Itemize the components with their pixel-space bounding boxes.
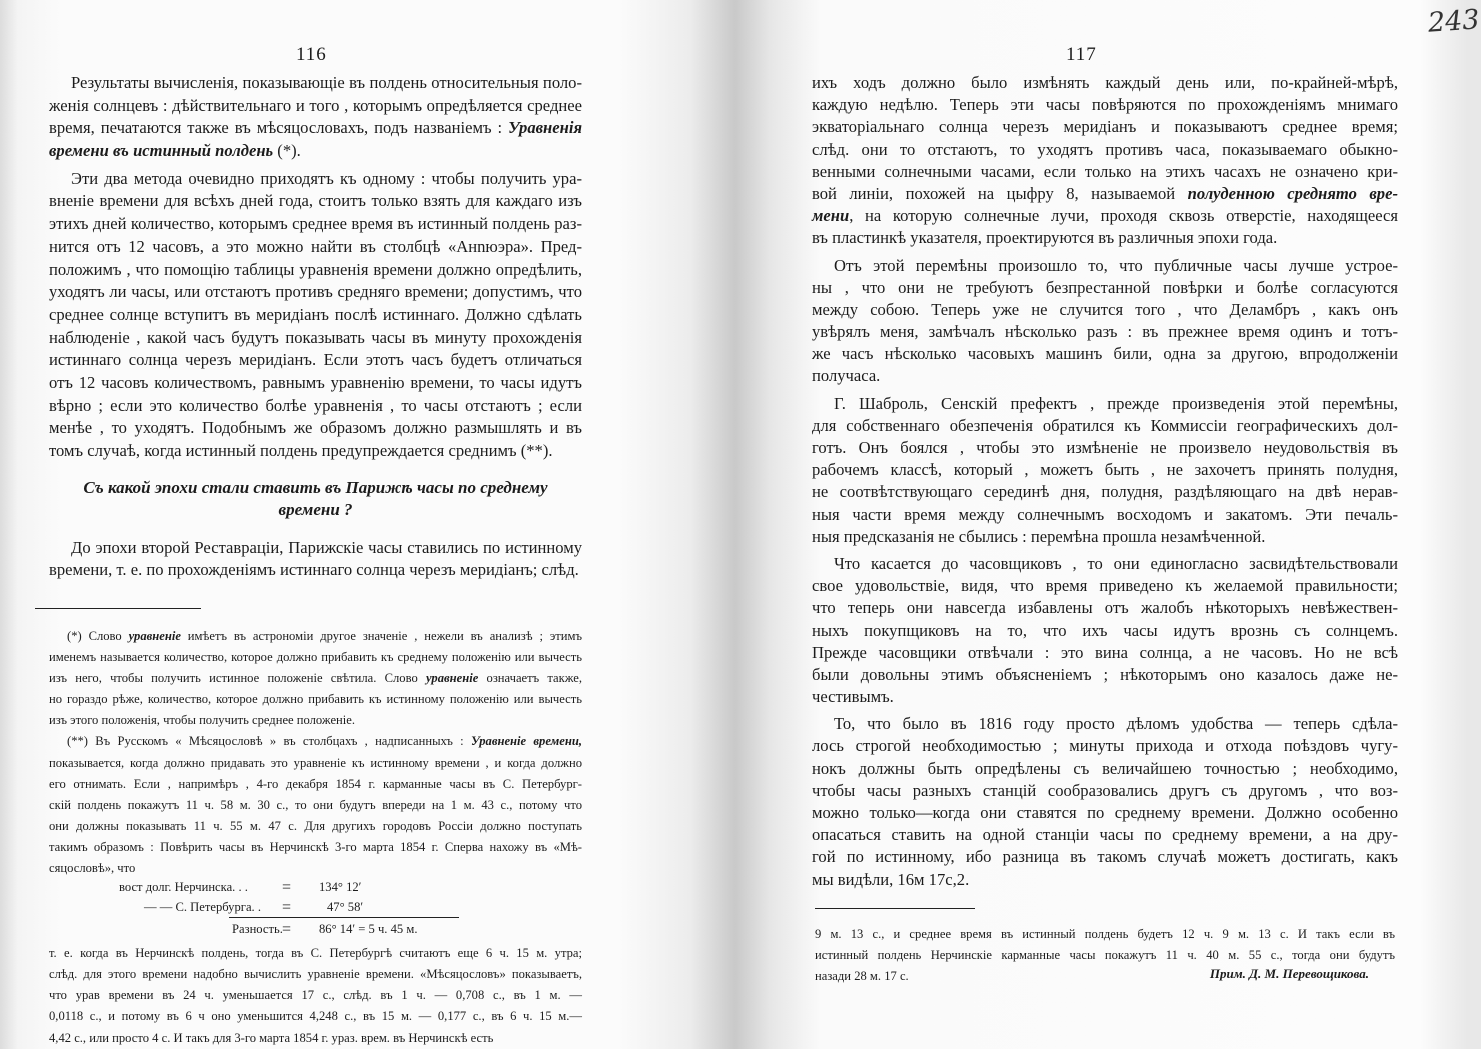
italic-text-run: мени <box>812 206 850 226</box>
text-line <box>49 816 582 837</box>
formula-label: — — С. Петербурга. . <box>144 900 261 915</box>
text-run: между собою. Теперь уже не случится того , что Деламбръ , какъ онъ <box>812 299 1398 319</box>
italic-text-run: полуденною среднято вре- <box>1187 183 1398 203</box>
text-line <box>812 116 1398 138</box>
text-line <box>812 620 1398 642</box>
paragraph <box>49 72 582 163</box>
text-line <box>49 774 582 795</box>
text-line <box>49 190 582 213</box>
text-run: положимъ , что помощію таблицы уравненія времени должно опредѣлить, <box>49 259 582 279</box>
text-run: ныя части время между солнечнымъ восходомъ и закатомъ. Эти печаль- <box>812 504 1398 524</box>
text-line <box>812 277 1398 299</box>
text-run: скій полдень покажутъ 11 ч. 58 м. 30 с., то они будутъ впереди на 1 м. 43 с., потому что <box>49 797 582 812</box>
footnotes <box>49 626 582 879</box>
text-run: (**) Въ Русскомъ « Мѣсяцословѣ » въ столбцахъ , надписанныхъ : <box>67 734 471 749</box>
longitude-formula <box>49 879 582 943</box>
text-run: же часъ нѣсколько часовыхъ машинъ били, одна за другою, впродолженіи <box>812 344 1398 364</box>
text-run: наблюденіе , какой часъ будутъ показывать часы въ минуту прохожденія <box>49 327 582 347</box>
text-line <box>49 858 582 879</box>
text-run: слѣд. они то отстаютъ, то уходятъ противъ часа, показываемаго обыкно- <box>812 139 1398 159</box>
text-line <box>812 780 1398 802</box>
text-line <box>812 553 1398 575</box>
text-run: назади 28 м. 17 с. <box>815 969 909 984</box>
text-run: уходятъ ли часы, или отстаютъ противъ средняго времени; допустимъ, что <box>49 282 582 302</box>
italic-text-run: времени въ истинный полдень <box>49 141 274 161</box>
text-line <box>812 94 1398 116</box>
text-line <box>49 943 582 964</box>
text-line <box>812 664 1398 686</box>
text-run: чтобы часы разныхъ станцій сообразовались другъ съ другомъ , что воз- <box>812 780 1398 800</box>
text-run: (*) Слово <box>67 629 129 643</box>
text-run: лось строгой необходимостью ; минуты прихода и отхода поѣздовъ чугу- <box>812 736 1398 756</box>
paragraph <box>812 713 1398 891</box>
text-line <box>49 117 582 140</box>
text-run: его отнимать. Если , напримѣръ , 4-го декабря 1854 г. карманные часы въ С. Петербург- <box>49 776 582 791</box>
heading-line: времени ? <box>278 499 353 519</box>
text-line <box>49 668 582 689</box>
text-line <box>49 395 582 418</box>
text-line <box>812 686 1398 708</box>
paragraph <box>49 943 582 1048</box>
text-line <box>812 526 1398 548</box>
text-run: Г. Шаброль, Сенскій префектъ , прежде произведенія этой перемѣны, <box>834 393 1398 413</box>
text-run: изъ этого положенія, чтобы получить среднее положеніе. <box>49 713 356 728</box>
text-run: Отъ этой перемѣны произошло то, что публичные часы лучше устрое- <box>834 255 1398 275</box>
text-run: были довольны этимъ объясненіемъ ; нѣкоторымъ оно казалось даже не- <box>812 664 1398 684</box>
text-line <box>815 945 1395 966</box>
paragraph <box>49 168 582 463</box>
text-line <box>49 753 582 774</box>
text-line <box>49 559 582 582</box>
text-run: получаса. <box>812 366 881 386</box>
italic-text-run: уравненіе <box>425 671 479 686</box>
text-line <box>49 440 582 463</box>
italic-text-run: Уравненія <box>508 118 582 138</box>
text-run: 0,0118 с., и потому въ 6 ч оно уменьшится 4,248 с., въ 15 м. — 0,177 с., въ 6 ч. 15 м.— <box>49 1009 582 1024</box>
text-line <box>812 642 1398 664</box>
text-line <box>49 710 582 731</box>
text-line <box>812 735 1398 757</box>
text-line <box>49 964 582 985</box>
text-line <box>49 689 582 710</box>
paragraph <box>812 553 1398 708</box>
text-line <box>812 299 1398 321</box>
text-line <box>812 415 1398 437</box>
text-line <box>812 481 1398 503</box>
text-run: сяцословѣ», что <box>49 861 136 876</box>
paragraph <box>812 72 1398 250</box>
text-run: То, что было въ 1816 году просто дѣломъ удобства — теперь сдѣла- <box>834 714 1398 734</box>
text-run: опасаться ставить на одной станціи часы по среднему времени, а на дру- <box>812 825 1398 845</box>
text-line <box>812 758 1398 780</box>
page-number: 116 <box>296 44 327 65</box>
text-run: изъ него, чтобы получить истинное положеніе свѣтила. Слово <box>49 671 426 686</box>
text-line <box>49 259 582 282</box>
formula-eq: = <box>282 879 292 897</box>
text-run: вѣрно ; если это количество болѣе уравненія , то часы отстаютъ ; если <box>49 395 582 415</box>
text-run: каждую недѣлю. Теперь эти часы повѣряются по прохожденіямъ мнимаго <box>812 95 1398 115</box>
text-run: нится отъ 12 часовъ, а это можно найти въ столбцѣ «Анnюэра». Пред- <box>49 236 582 256</box>
text-run: не соотвѣтствующаго серединѣ дня, полудня, раздѣляющаго на двѣ нерав- <box>812 482 1398 502</box>
paragraphs <box>49 72 582 463</box>
text-run: женія солнцевъ : дѣйствительнаго и того , которымъ опредѣляется среднее <box>49 95 582 115</box>
section-heading <box>49 477 582 521</box>
text-line <box>49 1006 582 1027</box>
text-run: мы видѣли, 16м 17с,2. <box>812 869 970 889</box>
text-run: свое удовольствіе, видя, что время приведено къ желаемой правильности; <box>812 576 1398 596</box>
text-line <box>49 327 582 350</box>
text-run: готъ. Онъ боялся , чтобы это измѣненіе не произвело неудовольствія въ <box>812 438 1398 457</box>
text-line <box>49 72 582 95</box>
text-run: что урав времени въ 24 ч. уменьшается 17 с., слѣд. въ 1 ч. — 0,708 с., въ 1 м. — <box>49 988 582 1003</box>
paragraphs <box>812 72 1398 891</box>
text-run: ныя предсказанія не сбылись : перемѣна прошла незамѣченной. <box>812 526 1266 546</box>
formula-eq: = <box>282 899 292 917</box>
right-main-text <box>812 72 1398 896</box>
text-run: вой линіи, похожей на цыфру 8, называемой <box>812 183 1188 203</box>
footnote-divider <box>815 908 975 909</box>
text-line <box>49 140 582 163</box>
text-run: времени, т. е. по прохожденіямъ истиннаго солнца черезъ меридіанъ; слѣд. <box>49 560 579 580</box>
text-line <box>49 304 582 327</box>
text-line <box>812 437 1398 459</box>
text-run: менѣе , то уходятъ. Подобнымъ же образомъ должно размышлять и въ <box>49 418 582 438</box>
paragraph <box>49 537 582 582</box>
text-run: этихъ дней количество, которымъ среднее время въ истинный полдень раз- <box>49 214 582 234</box>
text-line <box>49 731 582 752</box>
text-run: время, печатаются также въ мѣсяцословахъ, подъ названіемъ : <box>49 118 509 138</box>
heading-line: Съ какой эпохи стали ставить въ Парижѣ часы по среднему <box>83 477 548 497</box>
text-line <box>812 713 1398 735</box>
text-run: такимъ образомъ : Повѣрить часы въ Нерчинскѣ 3-го марта 1854 г. Сперва нахожу въ «Мѣ- <box>49 839 582 854</box>
formula-value: 86° 14′ = 5 ч. 45 м. <box>319 922 418 937</box>
text-line <box>49 281 582 304</box>
text-line <box>49 626 582 647</box>
text-line <box>49 236 582 259</box>
text-line <box>812 869 1398 891</box>
text-run: экваторіальнаго солнца черезъ меридіанъ и показываютъ среднее время; <box>812 117 1398 137</box>
text-line <box>49 95 582 118</box>
text-line <box>812 802 1398 824</box>
text-run: Прежде часовщики отвѣчали : это вина солнца, а не часовъ. Но не всѣ <box>812 642 1398 662</box>
text-run: вненіе времени для всѣхъ дней года, стоитъ только взять для каждаго изъ <box>49 191 582 211</box>
text-line <box>812 393 1398 415</box>
text-run: показывается, когда должно придавать это уравненіе къ истинному времени , и когда должно <box>49 755 582 770</box>
text-run: До эпохи второй Реставраціи, Парижскіе часы ставились по истинному <box>71 537 582 557</box>
text-line <box>812 459 1398 481</box>
italic-text-run: Уравненіе времени, <box>470 734 582 749</box>
text-run: истинный полдень Нерчинскіе карманные часы покажутъ 11 ч. 40 м. 55 с., тогда они будутъ <box>815 948 1395 963</box>
paragraph <box>812 393 1398 548</box>
paragraph <box>49 626 582 731</box>
text-run: для собственнаго обезпеченія обратился къ Коммиссіи географическихъ дол- <box>812 415 1398 435</box>
text-run: 9 м. 13 с., и среднее время въ истинный полдень будетъ 12 ч. 9 м. 13 с. И такъ если въ <box>815 927 1395 941</box>
text-run: (*). <box>273 141 301 161</box>
text-run: ны , что они не требуютъ безпрестанной повѣрки и болѣе согласуются <box>812 277 1398 297</box>
text-line <box>49 213 582 236</box>
footnote-signature: Прим. Д. М. Перевощикова. <box>1209 966 1369 981</box>
closing-paragraph <box>49 537 582 582</box>
text-run: , на которую солнечные лучи, проходя сквозь отверстіе, находящееся <box>849 206 1398 226</box>
text-run: Что касается до часовщиковъ , то они единогласно засвидѣтельствовали <box>834 553 1398 573</box>
text-run: именемъ называется количество, которое должно прибавить къ среднему положенію или вычесть <box>49 650 582 665</box>
text-line <box>49 349 582 372</box>
text-line <box>812 504 1398 526</box>
text-line <box>812 227 1398 249</box>
text-run: томъ случаѣ, когда истинный полдень предупреждается среднимъ (**). <box>49 441 553 460</box>
text-line <box>49 372 582 395</box>
footnote-divider <box>35 608 201 609</box>
text-line <box>812 597 1398 619</box>
text-line <box>812 72 1398 94</box>
page-number: 117 <box>1066 44 1097 65</box>
text-line <box>49 168 582 191</box>
text-line <box>812 321 1398 343</box>
text-run: нокъ должны быть опредѣлены съ величайшею точностью ; необходимо, <box>812 758 1398 778</box>
right-footnote <box>815 924 1395 987</box>
text-run: 4,42 с., или просто 4 с. И такъ для 3-го марта 1854 г. ураз. врем. въ Нерчинскѣ есть <box>49 1030 494 1045</box>
text-line <box>812 575 1398 597</box>
text-run: въ пластинкѣ указателя, проектируются въ различныя эпохи года. <box>812 228 1278 248</box>
text-run: венными солнечными часами, если только на этихъ часахъ не означено кри- <box>812 161 1398 181</box>
left-footnotes <box>49 626 582 1049</box>
text-run: увѣрялъ меня, замѣчалъ нѣсколько разъ : въ прежнее время одинъ и тотъ- <box>812 322 1398 342</box>
text-run: что теперь они навсегда избавлены отъ жалобъ нѣкоторыхъ невѣжествен- <box>812 598 1398 618</box>
paragraph <box>812 255 1398 388</box>
text-line <box>812 255 1398 277</box>
text-run: ныхъ покупщиковъ на то, что ихъ часы идутъ врознь съ солнцемъ. <box>812 620 1398 640</box>
text-run: можно только—когда они ставятся по среднему времени. Должно особенно <box>812 803 1398 822</box>
text-run: но гораздо рѣже, количество, которое должно прибавить къ истинному положенію или вычесть <box>49 692 582 707</box>
text-line <box>49 537 582 560</box>
text-line <box>812 205 1398 227</box>
text-run: слѣд. для этого времени надобно вычислить уравненіе времени. «Мѣсяцословъ» показываетъ, <box>49 967 582 982</box>
formula-label: вост долг. Нерчинска. . . <box>119 880 248 895</box>
text-run: честивымъ. <box>812 687 894 707</box>
left-main-text <box>49 72 582 587</box>
text-line <box>49 1028 582 1049</box>
text-line <box>812 824 1398 846</box>
text-line <box>812 161 1398 183</box>
text-run: отъ 12 часовъ количествомъ, равнымъ уравненію времени, то часы идутъ <box>49 372 582 392</box>
text-line <box>815 924 1395 945</box>
text-line <box>49 837 582 858</box>
text-line <box>812 139 1398 161</box>
text-run: Эти два метода очевидно приходятъ къ одному : чтобы получить ура- <box>71 168 582 188</box>
formula-label: Разность. <box>232 922 283 937</box>
text-line <box>812 183 1398 205</box>
text-line <box>812 846 1398 868</box>
text-run: истиннаго солнца черезъ меридіанъ. Если этотъ часъ будетъ отличаться <box>49 350 582 370</box>
text-run: имѣетъ въ астрономіи другое значеніе , нежели въ анализѣ ; этимъ <box>180 629 582 643</box>
text-run: ихъ ходъ должно было измѣнять каждый день или, по-крайней-мѣрѣ, <box>812 73 1398 92</box>
text-run: Результаты вычисленія, показывающіе въ полдень относительныя поло- <box>71 73 582 92</box>
paragraph <box>49 731 582 879</box>
footnote-tail <box>49 943 582 1048</box>
text-run: рабочемъ классѣ, который , можетъ быть , не захочетъ принять полудня, <box>812 460 1398 480</box>
text-line <box>49 795 582 816</box>
text-run: гой по истинному, ибо разница въ такомъ случаѣ можетъ достигать, какъ <box>812 847 1398 867</box>
text-line <box>812 343 1398 365</box>
formula-value: 134° 12′ <box>319 880 362 895</box>
text-line <box>49 985 582 1006</box>
formula-eq: = <box>282 921 292 939</box>
text-run: они должны показывать 11 ч. 55 м. 47 с. Для другихъ городовъ Россіи должно поступать <box>49 818 582 833</box>
handwritten-page-number: 243 <box>1426 4 1481 39</box>
formula-rule <box>229 917 459 918</box>
text-run: т. е. когда въ Нерчинскѣ полдень, тогда въ С. Петербургѣ считаютъ еще 6 ч. 15 м. утра; <box>49 946 582 961</box>
italic-text-run: уравненіе <box>128 629 181 643</box>
text-line <box>812 365 1398 387</box>
text-run: означаетъ также, <box>478 671 583 686</box>
text-run: среднее солнце вступитъ въ меридіанъ послѣ истиннаго. Должно сдѣлать <box>49 304 582 324</box>
text-line <box>49 647 582 668</box>
text-line <box>49 417 582 440</box>
formula-value: 47° 58′ <box>327 900 364 915</box>
